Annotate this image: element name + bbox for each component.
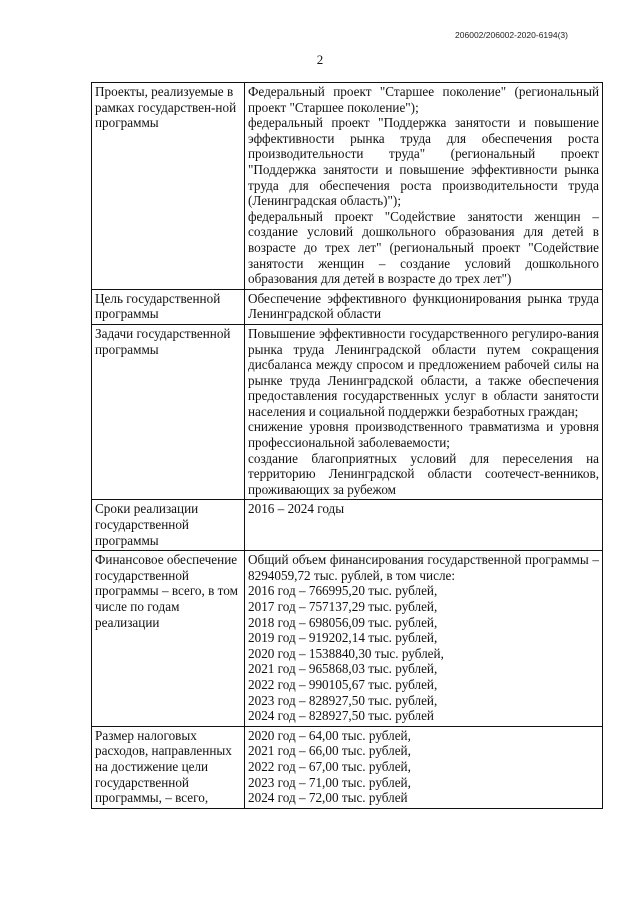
row-label-financing: Финансовое обеспечение государственной программы – всего, в том числе по годам реализации — [92, 551, 245, 727]
financing-year-line: 2024 год – 828927,50 тыс. рублей — [248, 708, 434, 724]
project-paragraph: федеральный проект "Поддержка занятости и повышение эффективности рынка труда для обеспечения роста производительности труда" (региональный проект "Поддержка занятости и повышение эффективности рынка труда для обеспечения роста производительности труда (Ленинградская область)"); — [248, 115, 599, 209]
terms-paragraph: 2016 – 2024 годы — [248, 501, 345, 517]
row-value-projects — [245, 83, 603, 290]
row-label-tasks: Задачи государственной программы — [92, 324, 245, 500]
tax-year-line: 2021 год – 66,00 тыс. рублей, — [248, 743, 411, 759]
table-row — [92, 83, 603, 290]
row-label-projects: Проекты, реализуемые в рамках государствен-ной программы — [92, 83, 245, 290]
tax-year-line: 2023 год – 71,00 тыс. рублей, — [248, 774, 411, 790]
table-row — [92, 726, 603, 808]
financing-year-line: 2021 год – 965868,03 тыс. рублей, — [248, 661, 438, 677]
financing-year-line: 2020 год – 1538840,30 тыс. рублей, — [248, 645, 444, 661]
row-value-financing — [245, 551, 603, 727]
task-paragraph: Повышение эффективности государственного регулиро-вания рынка труда Ленинградской области путем сокращения дисбаланса между спросом и предложением рабочей силы на рынке труда Ленинградской области, а также обеспечения предоставления государственных услуг в области занятости населения и социальной поддержки безработных граждан; — [248, 325, 599, 419]
table-row — [92, 324, 603, 500]
project-paragraph: Федеральный проект "Старшее поколение" (региональный проект "Старшее поколение"); — [248, 84, 599, 115]
financing-total: Общий объем финансирования государственной программы – 8294059,72 тыс. рублей, в том числе: — [248, 552, 599, 583]
financing-year-line: 2019 год – 919202,14 тыс. рублей, — [248, 630, 438, 646]
page-number: 2 — [316, 52, 324, 67]
table-row — [92, 500, 603, 551]
financing-year-line: 2022 год – 990105,67 тыс. рублей, — [248, 676, 438, 692]
financing-year-line: 2016 год – 766995,20 тыс. рублей, — [248, 583, 438, 599]
financing-year-line: 2018 год – 698056,09 тыс. рублей, — [248, 614, 438, 630]
row-value-tasks — [245, 324, 603, 500]
table-row — [92, 289, 603, 324]
tax-year-line: 2022 год – 67,00 тыс. рублей, — [248, 758, 411, 774]
goal-paragraph: Обеспечение эффективного функционирования рынка труда Ленинградской области — [248, 290, 599, 322]
program-passport-table — [91, 82, 603, 809]
task-paragraph: снижение уровня производственного травматизма и уровня профессиональной заболеваемости; — [248, 419, 599, 451]
document-id: 206002/206002-2020-6194(3) — [455, 30, 568, 40]
row-value-tax-expenses — [245, 726, 603, 808]
financing-year-line: 2017 год – 757137,29 тыс. рублей, — [248, 599, 438, 614]
row-label-goal: Цель государственной программы — [92, 289, 245, 324]
financing-year-line: 2023 год – 828927,50 тыс. рублей, — [248, 692, 438, 708]
tax-year-line: 2020 год – 64,00 тыс. рублей, — [248, 727, 411, 743]
row-value-terms — [245, 500, 603, 551]
project-paragraph: федеральный проект "Содействие занятости женщин – создание условий дошкольного образования для детей в возрасте до трех лет" (региональный проект "Содействие занятости женщин – создание условий дошкольного образования для детей в возрасте до трех лет") — [248, 208, 599, 287]
row-value-goal — [245, 289, 603, 324]
table-row — [92, 551, 603, 727]
row-label-terms: Сроки реализации государственной программы — [92, 500, 245, 551]
tax-year-line: 2024 год – 72,00 тыс. рублей — [248, 790, 408, 806]
row-label-tax-expenses: Размер налоговых расходов, направленных на достижение цели государственной программы, – всего, — [92, 726, 245, 808]
task-paragraph: создание благоприятных условий для переселения на территорию Ленинградской области соотечест-венников, проживающих за рубежом — [248, 450, 599, 497]
